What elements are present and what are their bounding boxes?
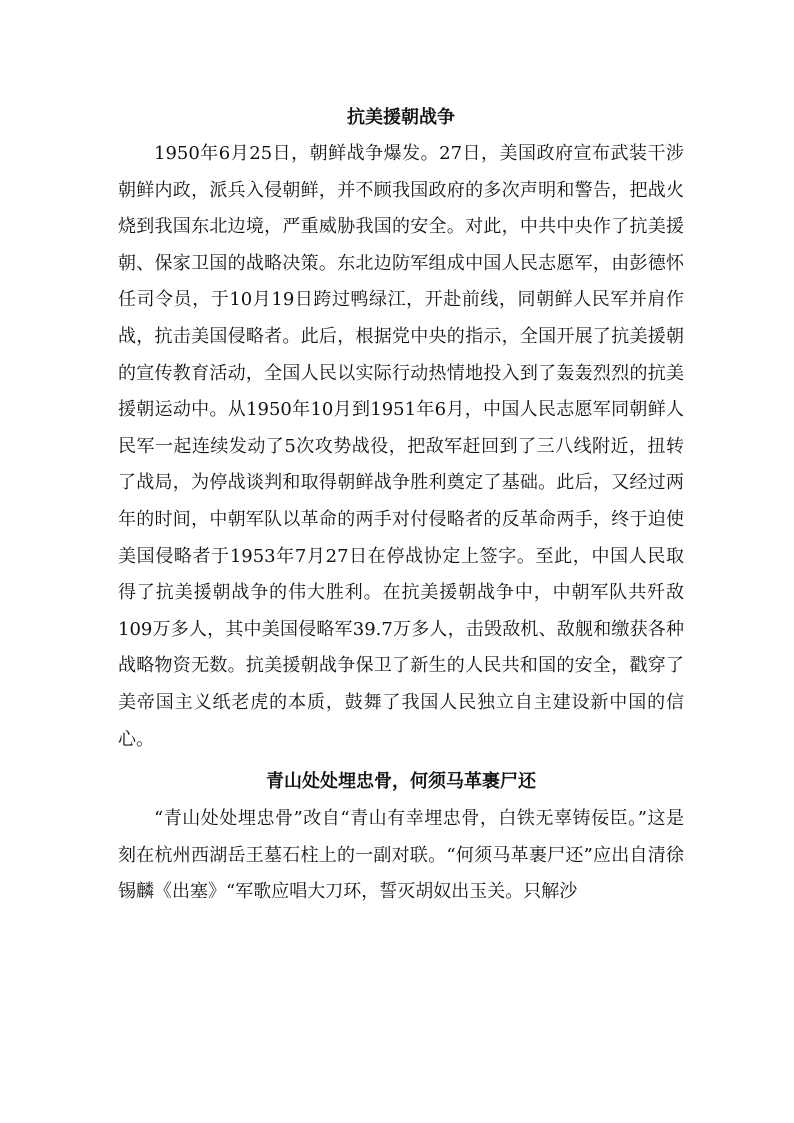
document-page xyxy=(118,100,684,911)
article-paragraph-1: 1950年6月25日，朝鲜战争爆发。27日，美国政府宣布武装干涉朝鲜内政，派兵入侵朝鲜，并不顾我国政府的多次声明和警告，把战火烧到我国东北边境，严重威胁我国的安全。对此，中共中央作了抗美援朝、保家卫国的战略决策。东北边防军组成中国人民志愿军，由彭德怀任司令员，于10月19日跨过鸭绿江，开赴前线，同朝鲜人民军并肩作战，抗击美国侵略者。此后，根据党中央的指示，全国开展了抗美援朝的宣传教育活动，全国人民以实际行动热情地投入到了轰轰烈烈的抗美援朝运动中。从1950年10月到1951年6月，中国人民志愿军同朝鲜人民军一起连续发动了5次攻势战役，把敌军赶回到了三八线附近，扭转了战局，为停战谈判和取得朝鲜战争胜利奠定了基础。此后，又经过两年的时间，中朝军队以革命的两手对付侵略者的反革命两手，终于迫使美国侵略者于1953年7月27日在停战协定上签字。至此，中国人民取得了抗美援朝战争的伟大胜利。在抗美援朝战争中，中朝军队共歼敌109万多人，其中美国侵略军39.7万多人，击毁敌机、敌舰和缴获各种战略物资无数。抗美援朝战争保卫了新生的人民共和国的安全，戳穿了美帝国主义纸老虎的本质，鼓舞了我国人民独立自主建设新中国的信心。 xyxy=(118,143,684,750)
article-title: 抗美援朝战争 xyxy=(347,107,455,128)
section-subtitle: 青山处处埋忠骨，何须马革裹尸还 xyxy=(266,771,536,793)
article-paragraph-2: “青山处处埋忠骨”改自“青山有幸埋忠骨，白铁无辜铸佞臣。”这是刻在杭州西湖岳王墓石柱上的一副对联。“何须马革裹尸还”应出自清徐锡麟《出塞》“军歌应唱大刀环，誓灭胡奴出玉关。只解沙 xyxy=(118,808,684,903)
